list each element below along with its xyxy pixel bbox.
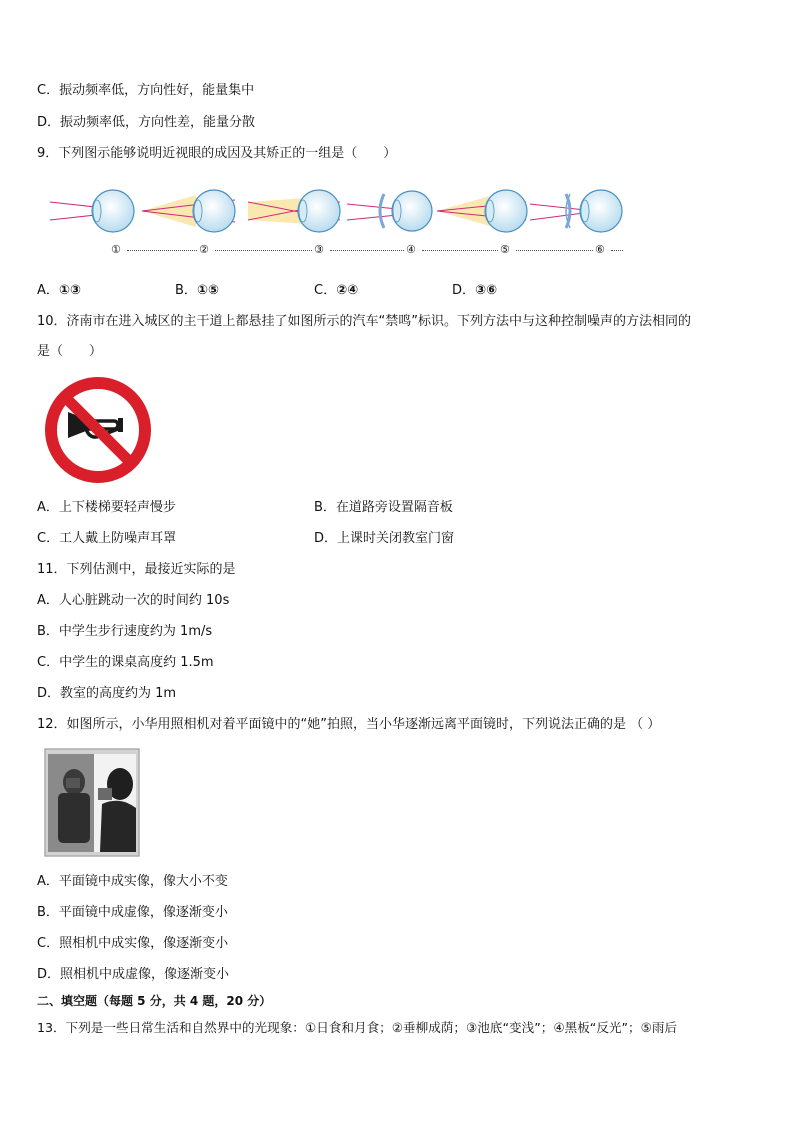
q12-stem: 12．如图所示，小华用照相机对着平面镜中的“她”拍照，当小华逐渐远离平面镜时，下列说法正确的是 （ ） [37,717,661,732]
q9-option-d: D．③⑥ [452,283,498,298]
no-honking-sign-icon [42,374,154,486]
diagram-divider [516,250,593,251]
diagram-label-1: ① [111,243,121,256]
q10-option-d: D．上课时关闭教室门窗 [314,531,455,546]
q12-option-a: A．平面镜中成实像，像大小不变 [37,874,228,889]
q11-option-a: A．人心脏跳动一次的时间约 10s [37,593,230,608]
diagram-label-3: ③ [314,243,324,256]
eye-diagram-2 [142,190,235,232]
diagram-divider [330,250,404,251]
q9-stem: 9．下列图示能够说明近视眼的成因及其矫正的一组是（ ） [37,146,397,161]
q11-option-c: C．中学生的课桌高度约 1.5m [37,655,214,670]
eye-diagram-6 [530,190,622,232]
q9-option-b: B．①⑤ [175,283,219,298]
q12-option-b: B．平面镜中成虚像，像逐渐变小 [37,905,228,920]
diagram-label-6: ⑥ [595,243,605,256]
diagram-divider [422,250,498,251]
q8-option-c: C．振动频率低，方向性好，能量集中 [37,83,255,98]
diagram-label-4: ④ [406,243,416,256]
q12-option-d: D．照相机中成虚像，像逐渐变小 [37,967,230,982]
eye-diagram-1 [50,190,134,232]
q10-option-c: C．工人戴上防噪声耳罩 [37,531,177,546]
diagram-divider [611,250,623,251]
q11-option-b: B．中学生步行速度约为 1m/s [37,624,213,639]
section-heading: 二、填空题（每题 5 分，共 4 题，20 分） [37,994,272,1008]
eye-diagram-5 [437,190,527,232]
q11-stem: 11．下列估测中，最接近实际的是 [37,562,236,577]
diagram-label-5: ⑤ [500,243,510,256]
q11-option-d: D．教室的高度约为 1m [37,686,177,701]
q12-option-c: C．照相机中成实像，像逐渐变小 [37,936,229,951]
eye-diagram-4 [347,191,432,231]
eye-diagram-3 [248,190,340,232]
q13-stem: 13．下列是一些日常生活和自然界中的光现象：①日食和月食；②垂柳成荫；③池底“变浅”；④黑板“反光”；⑤雨后 [37,1020,678,1035]
q10-stem-line-1: 10．济南市在进入城区的主干道上都悬挂了如图所示的汽车“禁鸣”标识。下列方法中与这种控制噪声的方法相同的 [37,314,692,329]
diagram-label-2: ② [199,243,209,256]
q8-option-d: D．振动频率低，方向性差，能量分散 [37,115,256,130]
q9-option-a: A．①③ [37,283,81,298]
q10-option-a: A．上下楼梯要轻声慢步 [37,500,176,515]
diagram-divider [127,250,197,251]
diagram-divider [215,250,312,251]
mirror-photo-image [44,748,140,857]
q10-option-b: B．在道路旁设置隔音板 [314,500,453,515]
q9-option-c: C．②④ [314,283,359,298]
q10-stem-line-2: 是（ ） [37,344,103,359]
